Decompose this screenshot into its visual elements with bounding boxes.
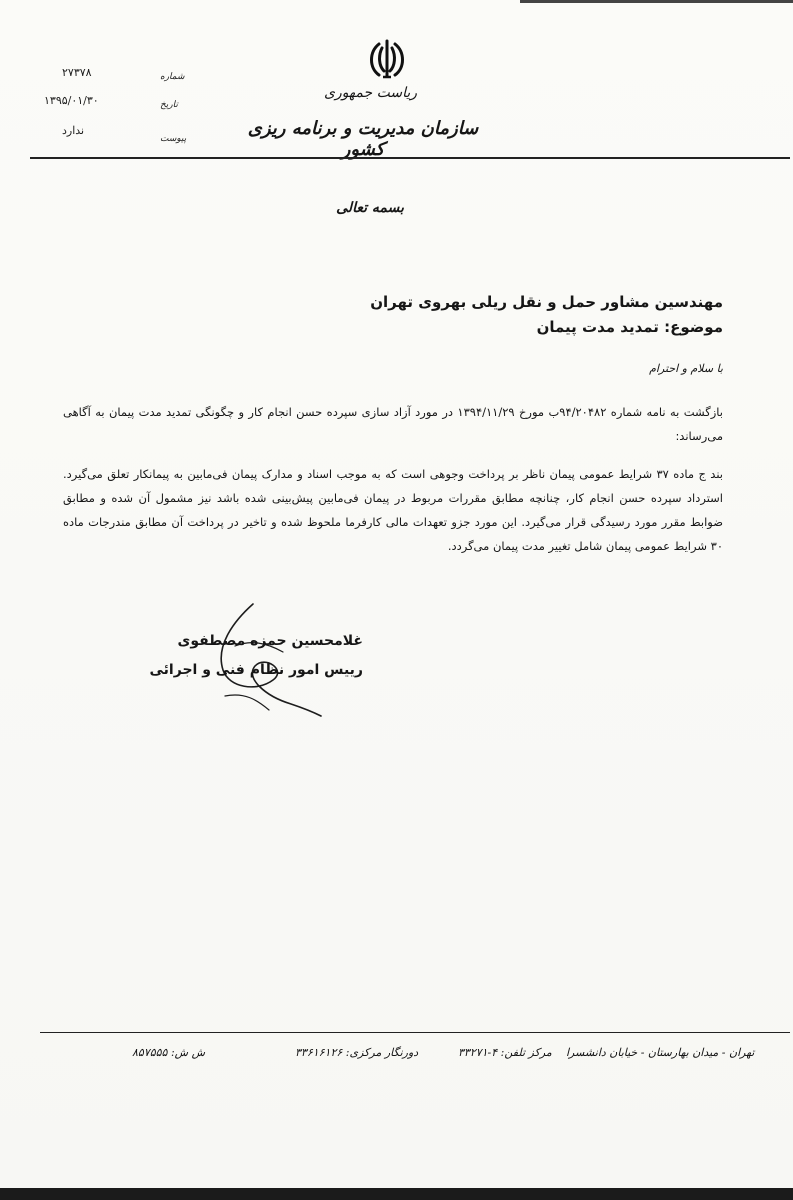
letter-number: ۲۷۳۷۸ [62, 66, 92, 79]
greeting: با سلام و احترام [649, 362, 723, 375]
org-sub-title: ریاست جمهوری [323, 85, 417, 101]
body-paragraph: بند ج ماده ۳۷ شرایط عمومی پیمان ناظر بر پرداخت وجوهی است که به موجب اسناد و مدارک پیمان فی‌مابین به پیمانکار تعلق می‌گیرد. استرداد سپرده حسن انجام کار، چنانچه مطابق مقررات مربوط در پیمان فی‌مابین پیش‌بینی شده باشد نیز مشمول آن شده و مطابق ضوابط مقرر مورد رسیدگی قرار می‌گیرد. این مورد جزو تعهدات مالی کارفرما ملحوظ شده و تاخیر در پرداخت آن مطابق مندرجات ماده ۳۰ شرایط عمومی پیمان شامل تغییر مدت پیمان می‌گردد. [63, 467, 723, 553]
body-paragraph: بازگشت به نامه شماره ۹۴/۲۰۴۸۲ب مورخ ۱۳۹۴/۱۱/۲۹ در مورد آزاد سازی سپرده حسن انجام کار و چگونگی تمدید مدت پیمان به آگاهی می‌رساند: [63, 405, 724, 443]
letter-date: ۱۳۹۵/۰۱/۳۰ [44, 94, 99, 107]
footer-fax: دورنگار مرکزی: ۳۳۶۱۶۱۲۶ [295, 1046, 419, 1059]
footer-phone: مرکز تلفن: ۴-۳۳۲۷۱ [458, 1046, 552, 1059]
header-divider [30, 157, 790, 159]
footer-divider [40, 1032, 790, 1033]
footer-address: تهران - میدان بهارستان - خیابان دانشسرا [566, 1046, 755, 1059]
subject: موضوع: تمدید مدت پیمان [536, 318, 723, 336]
attachment-label: پیوست [160, 134, 187, 144]
basmala: بسمه تعالی [336, 200, 404, 216]
number-label: شماره [160, 72, 185, 82]
org-main-title: سازمان مدیریت و برنامه ریزی کشور [247, 118, 479, 160]
letter-attachment: ندارد [62, 124, 85, 137]
footer-postal: ش ش: ۸۵۷۵۵۵ [132, 1046, 206, 1059]
handwritten-signature [195, 600, 325, 720]
iran-emblem-icon [365, 38, 409, 80]
scan-bottom-edge [0, 1188, 793, 1200]
date-label: تاریخ [160, 100, 178, 110]
signatory-name: غلامحسین حمزه مصطفوی [177, 633, 363, 649]
signatory-title: رییس امور نظام فنی و اجرائی [149, 662, 363, 678]
scan-edge-line [520, 0, 793, 3]
recipient: مهندسین مشاور حمل و نقل ریلی بهروی تهران [370, 293, 723, 311]
